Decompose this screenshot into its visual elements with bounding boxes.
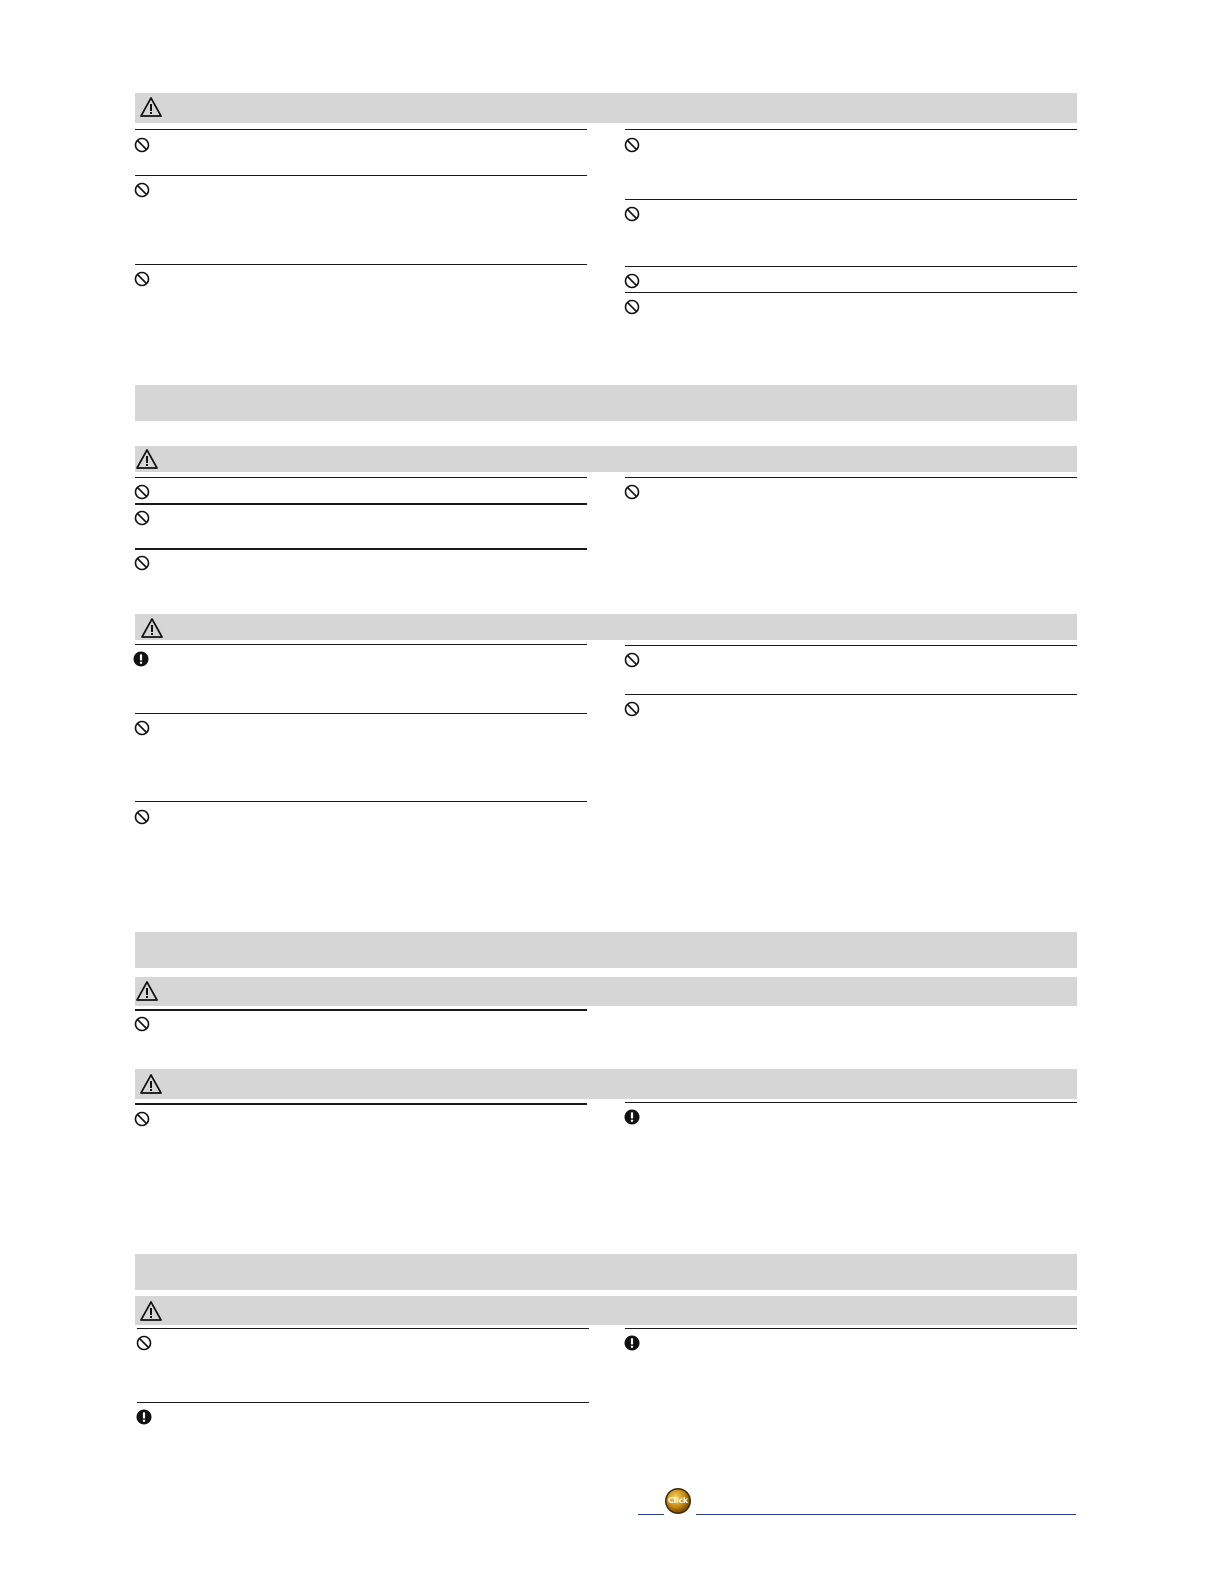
item-divider bbox=[135, 175, 587, 176]
prohibited-icon bbox=[624, 701, 640, 717]
item-divider bbox=[135, 644, 587, 645]
prohibited-icon bbox=[134, 484, 150, 500]
prohibited-icon bbox=[134, 182, 150, 198]
item-divider bbox=[625, 266, 1077, 267]
prohibited-icon bbox=[134, 1016, 150, 1032]
warning-header-bar bbox=[135, 1069, 1077, 1099]
item-divider bbox=[135, 264, 587, 265]
item-divider bbox=[625, 477, 1077, 478]
prohibited-icon bbox=[134, 555, 150, 571]
caution-triangle-icon bbox=[135, 448, 159, 470]
prohibited-icon bbox=[134, 1111, 150, 1127]
mandatory-icon bbox=[136, 1409, 152, 1425]
item-divider bbox=[135, 477, 587, 478]
item-divider bbox=[625, 645, 1077, 646]
item-divider bbox=[135, 503, 587, 505]
prohibited-icon bbox=[624, 652, 640, 668]
item-divider bbox=[625, 292, 1077, 293]
item-divider bbox=[137, 1328, 589, 1329]
prohibited-icon bbox=[134, 137, 150, 153]
warning-header-bar bbox=[135, 1296, 1077, 1325]
click-badge-label[interactable]: Click bbox=[668, 1496, 688, 1505]
mandatory-icon bbox=[133, 651, 149, 667]
caution-triangle-icon bbox=[139, 1300, 163, 1322]
mandatory-icon bbox=[624, 1109, 640, 1125]
section-title-bar bbox=[135, 1254, 1077, 1290]
warning-header-bar bbox=[135, 93, 1077, 123]
warning-header-bar bbox=[135, 614, 1077, 640]
item-divider bbox=[625, 1102, 1077, 1103]
prohibited-icon bbox=[134, 809, 150, 825]
prohibited-icon bbox=[624, 273, 640, 289]
prohibited-icon bbox=[136, 1335, 152, 1351]
footer-rule-right bbox=[696, 1514, 1076, 1515]
item-divider bbox=[135, 1103, 587, 1105]
prohibited-icon bbox=[624, 206, 640, 222]
item-divider bbox=[135, 129, 587, 130]
item-divider bbox=[625, 129, 1077, 130]
item-divider bbox=[135, 801, 587, 802]
item-divider bbox=[135, 713, 587, 714]
warning-header-bar bbox=[135, 977, 1077, 1006]
item-divider bbox=[135, 1009, 587, 1011]
prohibited-icon bbox=[134, 510, 150, 526]
prohibited-icon bbox=[624, 137, 640, 153]
warning-header-bar bbox=[135, 446, 1077, 472]
caution-triangle-icon bbox=[140, 617, 164, 639]
mandatory-icon bbox=[624, 1335, 640, 1351]
caution-triangle-icon bbox=[139, 96, 163, 118]
item-divider bbox=[625, 1328, 1077, 1329]
prohibited-icon bbox=[134, 271, 150, 287]
prohibited-icon bbox=[624, 484, 640, 500]
item-divider bbox=[135, 548, 587, 550]
caution-triangle-icon bbox=[139, 1073, 163, 1095]
item-divider bbox=[625, 694, 1077, 695]
section-title-bar bbox=[135, 932, 1077, 968]
footer-rule-left bbox=[638, 1514, 664, 1515]
item-divider bbox=[137, 1402, 589, 1403]
caution-triangle-icon bbox=[135, 980, 159, 1002]
item-divider bbox=[625, 199, 1077, 200]
prohibited-icon bbox=[134, 720, 150, 736]
prohibited-icon bbox=[624, 299, 640, 315]
section-title-bar bbox=[135, 385, 1077, 421]
